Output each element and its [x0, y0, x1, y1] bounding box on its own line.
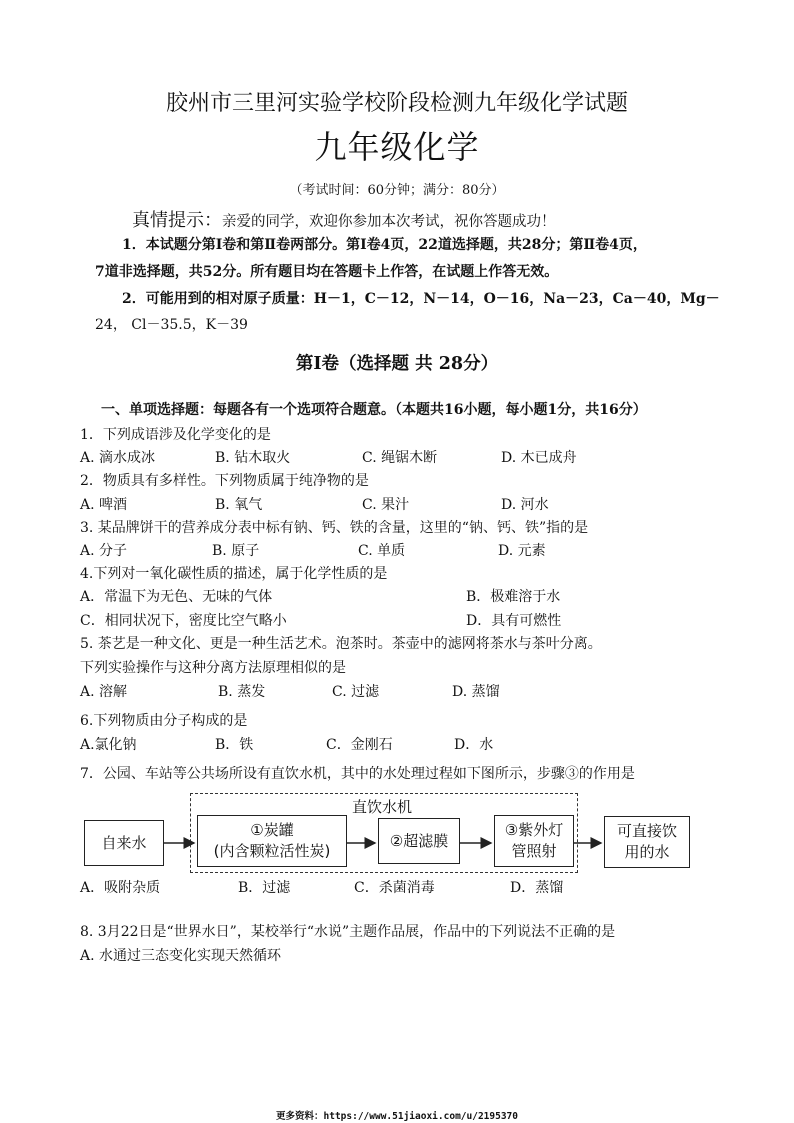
instruction-2-line1: 2．可能用到的相对原子质量：H－1，C－12，N－14，O－16，Na－23，Ca－40，Mg－: [122, 291, 720, 307]
box-ultrafiltration-label: ②超滤膜: [389, 831, 449, 850]
question-8-stem: 8. 3月22日是“世界水日”，某校举行“水说”主题作品展，作品中的下列说法不正确的是: [80, 924, 616, 940]
dispenser-group-label: 直饮水机: [352, 798, 413, 816]
question-2-stem: 2．物质具有多样性。下列物质属于纯净物的是: [80, 473, 369, 489]
question-3-option-d: D. 元素: [498, 543, 546, 559]
page-subtitle: 九年级化学: [314, 128, 480, 166]
question-3-option-b: B. 原子: [212, 543, 260, 559]
page-title: 胶州市三里河实验学校阶段检测九年级化学试题: [165, 91, 628, 116]
question-8-option-a: A. 水通过三态变化实现天然循环: [80, 948, 282, 964]
question-1-option-c: C. 绳锯木断: [362, 450, 438, 466]
question-7-stem: 7．公园、车站等公共场所设有直饮水机，其中的水处理过程如下图所示，步骤③的作用是: [80, 766, 635, 782]
question-1-stem: 1．下列成语涉及化学变化的是: [80, 427, 271, 443]
box-ultrafiltration: [378, 818, 460, 864]
box-uv-lamp: [494, 815, 574, 867]
question-6-option-c: C．金刚石: [326, 737, 393, 753]
tip-label: 真情提示：: [132, 210, 222, 231]
question-5-stem-line2: 下列实验操作与这种分离方法原理相似的是: [80, 660, 346, 676]
question-6-option-d: D．水: [454, 737, 494, 753]
box-drinkable-water-line2: 用的水: [624, 843, 670, 861]
tip-line: [132, 206, 556, 232]
question-2-option-a: A. 啤酒: [80, 497, 128, 513]
question-2-option-b: B. 氧气: [215, 497, 263, 513]
question-7-option-b: B．过滤: [238, 880, 291, 896]
question-5-option-a: A. 溶解: [80, 684, 128, 700]
question-3-stem: 3. 某品牌饼干的营养成分表中标有钠、钙、铁的含量，这里的“钠、钙、铁”指的是: [80, 520, 589, 536]
question-4-stem: 4.下列对一氧化碳性质的描述，属于化学性质的是: [80, 566, 388, 582]
box-uv-lamp-line2: 管照射: [511, 842, 557, 860]
question-4-option-a: A．常温下为无色、无味的气体: [80, 589, 273, 605]
box-carbon-tank-line2: (内含颗粒活性炭): [213, 842, 331, 860]
tip-text: 亲爱的同学，欢迎你参加本次考试，祝你答题成功！: [222, 214, 556, 230]
box-carbon-tank-line1: ①炭罐: [250, 821, 294, 839]
instruction-2-line2: 24， Cl－35.5，K－39: [95, 317, 248, 333]
section-title: 第Ⅰ卷（选择题 共 28分）: [295, 354, 499, 374]
part-heading: 一、单项选择题：每题各有一个选项符合题意。（本题共16小题，每小题1分，共16分）: [101, 402, 647, 418]
question-7-option-a: A．吸附杂质: [80, 880, 161, 896]
question-1-option-b: B. 钻木取火: [215, 450, 291, 466]
question-5-option-b: B. 蒸发: [218, 684, 266, 700]
dispenser-group-frame: [190, 793, 578, 873]
question-3-option-c: C. 单质: [358, 543, 406, 559]
box-uv-lamp-line1: ③紫外灯: [504, 821, 564, 839]
box-tap-water: [84, 820, 164, 866]
question-5-option-d: D. 蒸馏: [452, 684, 500, 700]
question-6-option-a: A.氯化钠: [80, 737, 137, 753]
box-tap-water-label: 自来水: [101, 833, 147, 852]
question-6-stem: 6.下列物质由分子构成的是: [80, 713, 248, 729]
question-5-option-c: C. 过滤: [332, 684, 380, 700]
question-1-option-d: D. 木已成舟: [501, 450, 577, 466]
question-4-option-d: D．具有可燃性: [466, 613, 562, 629]
question-3-option-a: A. 分子: [80, 543, 128, 559]
question-6-option-b: B．铁: [215, 737, 254, 753]
box-drinkable-water: [604, 816, 690, 868]
question-7-option-c: C．杀菌消毒: [354, 880, 435, 896]
exam-info: （考试时间：60分钟；满分：80分）: [289, 183, 505, 198]
question-1-option-a: A. 滴水成冰: [80, 450, 156, 466]
question-7-option-d: D．蒸馏: [510, 880, 564, 896]
instruction-1-line1: 1．本试题分第Ⅰ卷和第Ⅱ卷两部分。第Ⅰ卷4页，22道选择题，共28分；第Ⅱ卷4页，: [122, 237, 647, 253]
question-4-option-c: C．相同状况下，密度比空气略小: [80, 613, 287, 629]
footer-link[interactable]: 更多资料：https://www.51jiaoxi.com/u/2195370: [276, 1111, 518, 1122]
question-5-stem-line1: 5. 茶艺是一种文化、更是一种生活艺术。泡茶时。茶壶中的滤网将茶水与茶叶分离。: [80, 636, 602, 652]
question-2-option-d: D. 河水: [501, 497, 549, 513]
question-2-option-c: C. 果汁: [362, 497, 410, 513]
box-carbon-tank: [197, 815, 347, 867]
question-4-option-b: B．极难溶于水: [466, 589, 561, 605]
box-drinkable-water-line1: 可直接饮: [616, 822, 677, 840]
instruction-1-line2: 7道非选择题，共52分。所有题目均在答题卡上作答，在试题上作答无效。: [95, 264, 559, 280]
